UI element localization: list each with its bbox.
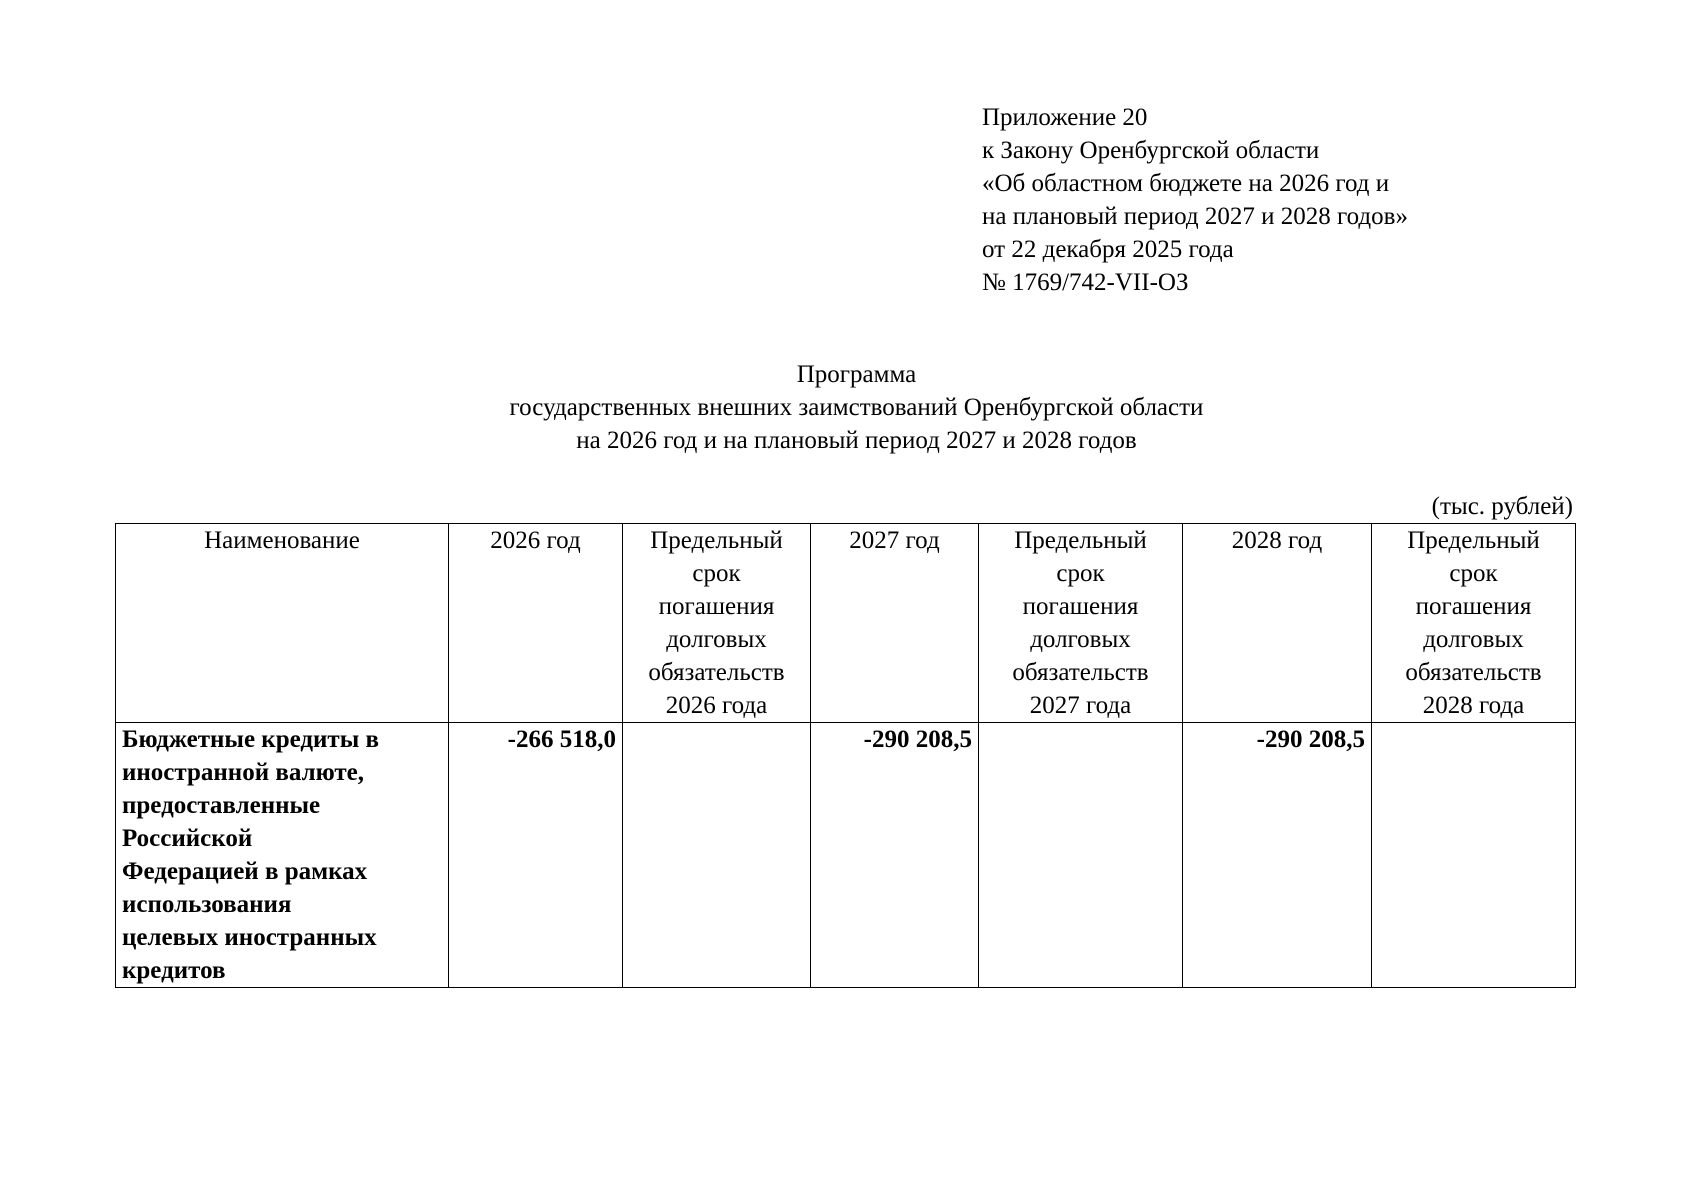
annex-line: «Об областном бюджете на 2026 год и (982, 170, 1390, 197)
borrowings-table (115, 523, 1576, 988)
header-term-2028: Предельный срок погашения долговых обязательств 2028 года (1372, 524, 1576, 723)
term-2028-cell (1372, 723, 1576, 988)
annex-line: от 22 декабря 2025 года (982, 236, 1234, 263)
units-label: (тыс. рублей) (1431, 493, 1573, 520)
annex-note (982, 101, 1408, 299)
title-line: Программа (796, 361, 917, 388)
title-line: государственных внешних заимствований Оренбургской области (509, 394, 1204, 421)
header-2026: 2026 год (449, 524, 623, 723)
header-2027: 2027 год (811, 524, 979, 723)
annex-line: Приложение 20 (982, 104, 1148, 131)
amount-2027-cell: -290 208,5 (811, 723, 979, 988)
header-2028: 2028 год (1183, 524, 1372, 723)
amount-2028-cell: -290 208,5 (1183, 723, 1372, 988)
term-2027-cell (979, 723, 1183, 988)
annex-line: к Закону Оренбургской области (982, 137, 1320, 164)
amount-2026-cell: -266 518,0 (449, 723, 623, 988)
title-line: на 2026 год и на плановый период 2027 и 2028 годов (576, 427, 1137, 454)
header-term-2026: Предельный срок погашения долговых обязательств 2026 года (623, 524, 811, 723)
document-title (0, 358, 1697, 457)
table-header-row (116, 524, 1576, 723)
annex-line: № 1769/742-VII-ОЗ (982, 269, 1189, 296)
header-name: Наименование (116, 524, 449, 723)
table-row (116, 723, 1576, 988)
header-term-2027: Предельный срок погашения долговых обязательств 2027 года (979, 524, 1183, 723)
row-name-cell: Бюджетные кредиты в иностранной валюте, предоставленные Российской Федерацией в рамках использования целевых иностранных кредитов (116, 723, 449, 988)
term-2026-cell (623, 723, 811, 988)
annex-line: на плановый период 2027 и 2028 годов» (982, 203, 1408, 230)
